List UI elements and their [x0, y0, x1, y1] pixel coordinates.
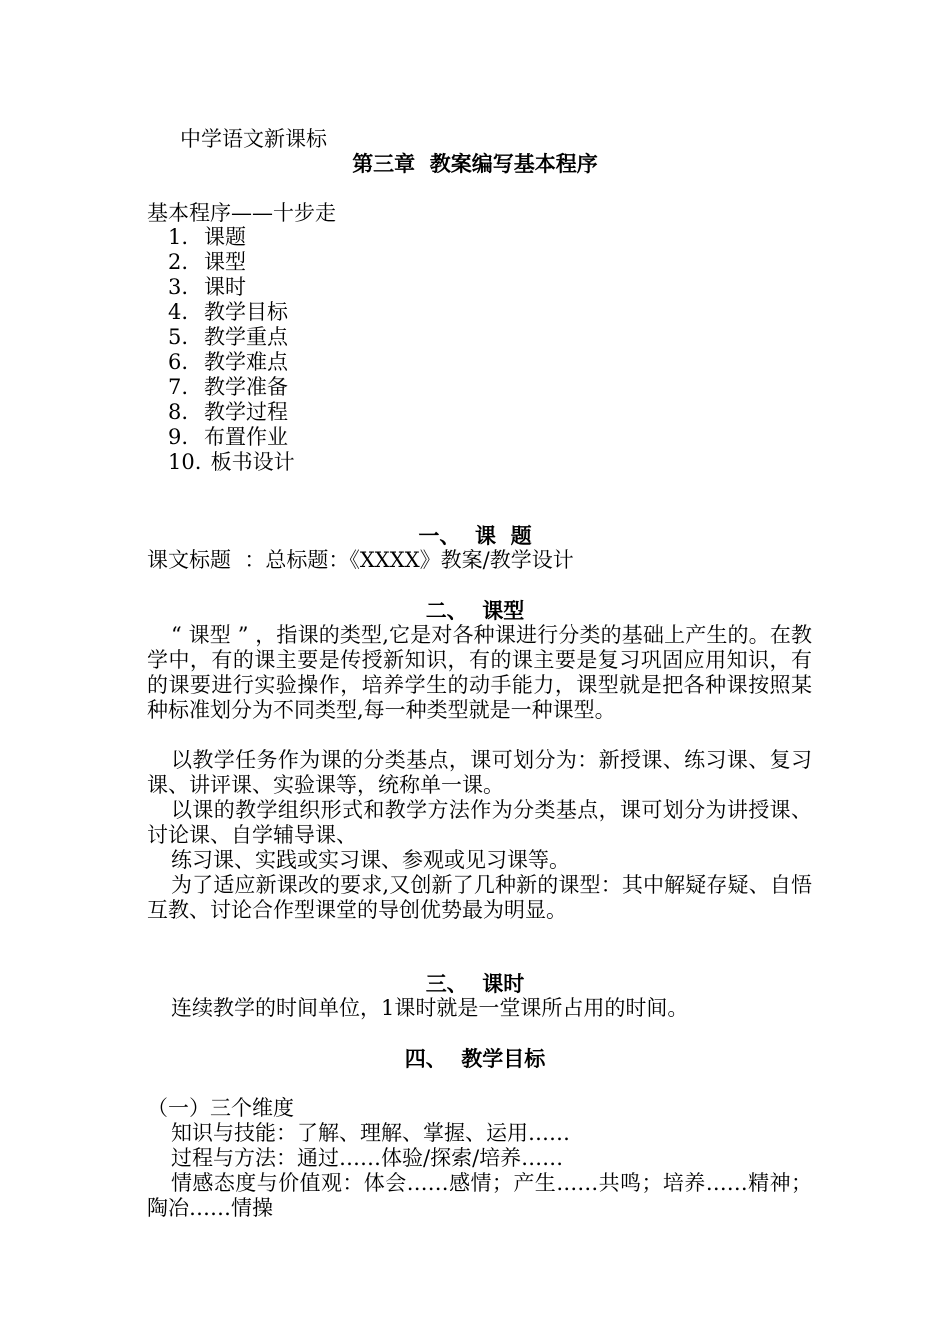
- list-item: 3. 课时: [168, 275, 246, 299]
- section-1-text: 课文标题 ：总标题：《XXXX》教案/教学设计: [147, 548, 574, 572]
- list-item: 1. 课题: [168, 225, 246, 249]
- section-4-title: 四、 教学目标: [404, 1046, 546, 1071]
- section-2-paragraph: 为了适应新课改的要求,又创新了几种新的课型：其中解疑存疑、自悟互教、讨论合作型课堂的导创优势最为明显。: [147, 873, 812, 922]
- section-2-paragraph: 以教学任务作为课的分类基点，课可划分为：新授课、练习课、复习课、讲评课、实验课等，统称单一课。: [147, 748, 812, 797]
- procedure-heading: 基本程序——十步走: [147, 201, 336, 225]
- section-2-paragraph: “ 课型 ” ，指课的类型,它是对各种课进行分类的基础上产生的。在教学中，有的课主要是传授新知识，有的课主要是复习巩固应用知识，有的课要进行实验操作，培养学生的动手能力，课型就是把各种课按照某种标准划分为不同类型,每一种类型就是一种课型。: [147, 623, 812, 722]
- section-4-subheading: （一）三个维度: [147, 1096, 294, 1120]
- list-item: 10. 板书设计: [168, 450, 295, 474]
- section-3-title: 三、 课时: [425, 971, 525, 996]
- section-3-text: 连续教学的时间单位，1课时就是一堂课所占用的时间。: [171, 996, 689, 1020]
- list-item: 7. 教学准备: [168, 375, 288, 399]
- list-item: 6. 教学难点: [168, 350, 288, 374]
- section-2-paragraph: 以课的教学组织形式和教学方法作为分类基点，课可划分为讲授课、讨论课、自学辅导课、: [147, 798, 812, 847]
- section-4-item: 知识与技能：了解、理解、掌握、运用……: [171, 1121, 570, 1145]
- list-item: 9. 布置作业: [168, 425, 288, 449]
- section-1-title: 一、 课 题: [418, 523, 532, 548]
- procedure-list: [168, 225, 295, 475]
- section-4-item: 过程与方法：通过……体验/探索/培养……: [171, 1146, 564, 1170]
- list-item: 4. 教学目标: [168, 300, 288, 324]
- list-item: 5. 教学重点: [168, 325, 288, 349]
- section-4-item: 情感态度与价值观：体会……感情；产生……共鸣；培养……精神；陶冶……情操: [147, 1171, 812, 1220]
- subject-label: 中学语文新课标: [180, 127, 327, 151]
- list-item: 8. 教学过程: [168, 400, 288, 424]
- chapter-title: 第三章 教案编写基本程序: [352, 151, 598, 176]
- section-2-paragraph: 练习课、实践或实习课、参观或见习课等。: [171, 848, 570, 872]
- list-item: 2. 课型: [168, 250, 246, 274]
- section-2-title: 二、 课型: [425, 598, 525, 623]
